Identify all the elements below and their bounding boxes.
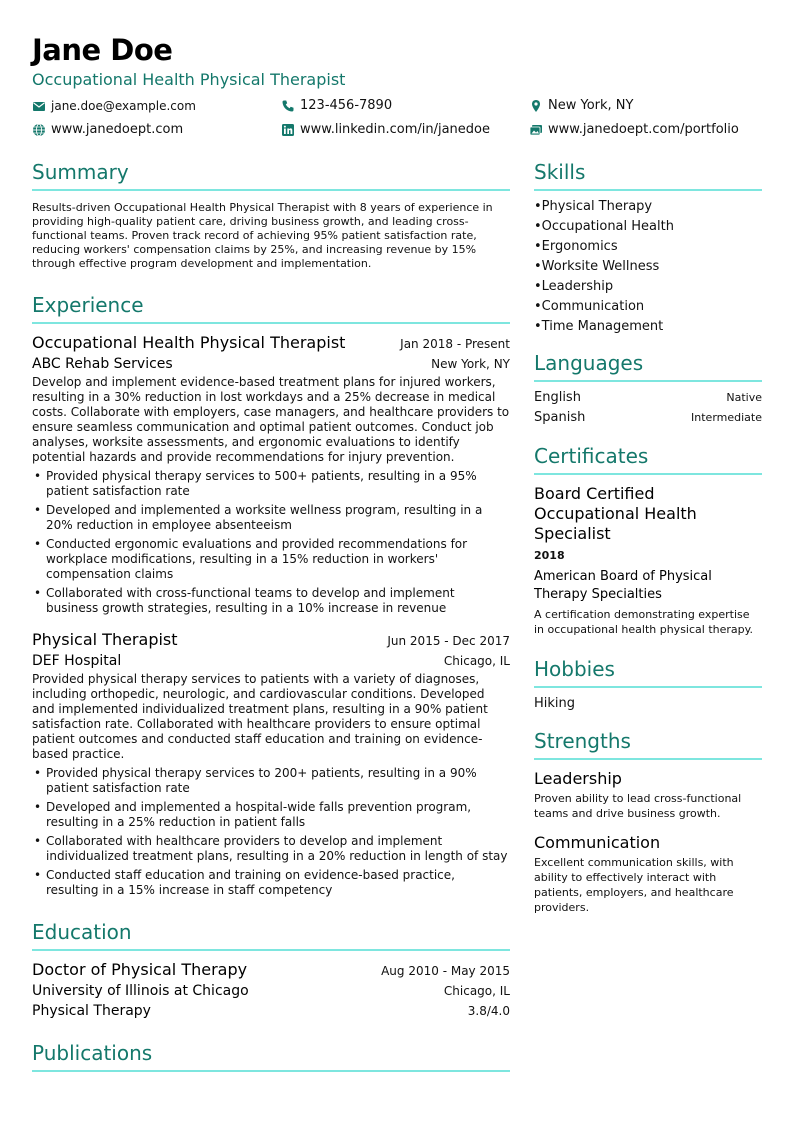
achievement-item: • Conducted staff education and training on evidence-based practice, resulting in a 15% increase in staff competency [32, 868, 510, 898]
job-dates: Jun 2015 - Dec 2017 [387, 634, 510, 648]
certificate-name: Board Certified Occupational Health Specialist [534, 484, 697, 543]
publications-section [32, 1041, 510, 1072]
contact-email[interactable] [32, 99, 196, 113]
skill-item: • Physical Therapy [534, 197, 762, 217]
left-column [32, 160, 510, 1072]
experience-section [32, 293, 510, 898]
field-of-study: Physical Therapy [32, 1003, 151, 1019]
gpa: 3.8/4.0 [467, 1004, 510, 1018]
school-location: Chicago, IL [443, 984, 510, 998]
education-dates: Aug 2010 - May 2015 [381, 964, 510, 978]
job-entry [32, 630, 510, 898]
language-row [534, 408, 762, 428]
contact-phone[interactable] [281, 98, 392, 113]
certificate-issuer: American Board of Physical Therapy Specialties [534, 569, 712, 602]
skill-item: • Worksite Wellness [534, 257, 762, 277]
certificate-description: A certification demonstrating expertise in occupational health physical therapy. [534, 608, 754, 636]
summary-heading: Summary [32, 160, 510, 191]
portfolio-text: www.janedoept.com/portfolio [548, 122, 739, 137]
achievement-item: • Conducted ergonomic evaluations and provided recommendations for workplace modifications, resulting in a 15% reduction in workers' compensation claims [32, 537, 510, 582]
achievement-item: • Developed and implemented a hospital-wide falls prevention program, resulting in a 25% reduction in patient falls [32, 800, 510, 830]
education-section [32, 920, 510, 1019]
degree-name: Doctor of Physical Therapy [32, 960, 248, 979]
education-heading: Education [32, 920, 510, 951]
experience-heading: Experience [32, 293, 510, 324]
job-title: Physical Therapist [32, 630, 178, 649]
strengths-section [534, 729, 762, 915]
map-pin-icon [529, 99, 543, 113]
contact-website[interactable] [32, 122, 183, 137]
strength-item [534, 833, 762, 915]
job-company: ABC Rehab Services [32, 356, 173, 372]
website-text: www.janedoept.com [51, 122, 184, 137]
hobby-item: Hiking [534, 696, 576, 711]
skills-section [534, 160, 762, 337]
language-level: Intermediate [691, 411, 762, 424]
skill-item: • Communication [534, 297, 762, 317]
job-dates: Jan 2018 - Present [400, 337, 510, 351]
summary-section [32, 160, 510, 271]
portfolio-icon [529, 123, 543, 137]
skill-item: • Occupational Health [534, 217, 762, 237]
school-name: University of Illinois at Chicago [32, 983, 249, 999]
email-text: jane.doe@example.com [51, 99, 196, 113]
job-entry [32, 333, 510, 616]
languages-section [534, 351, 762, 428]
contact-portfolio[interactable] [529, 122, 739, 137]
certificates-section [534, 444, 762, 637]
linkedin-text: www.linkedin.com/in/janedoe [300, 122, 490, 137]
skill-item: • Ergonomics [534, 237, 762, 257]
language-row [534, 388, 762, 408]
strength-description: Proven ability to lead cross-functional teams and drive business growth. [534, 792, 742, 820]
job-achievements [32, 766, 510, 898]
achievement-item: • Collaborated with healthcare providers to develop and implement individualized treatment plans, resulting in a 20% reduction in length of stay [32, 834, 510, 864]
achievement-item: • Collaborated with cross-functional teams to develop and implement business growth strategies, resulting in a 10% increase in revenue [32, 586, 510, 616]
location-text: New York, NY [548, 98, 634, 113]
achievement-item: • Developed and implemented a worksite wellness program, resulting in a 20% reduction in employee absenteeism [32, 503, 510, 533]
strengths-heading: Strengths [534, 729, 762, 760]
skill-item: • Leadership [534, 277, 762, 297]
certificate-year: 2018 [534, 549, 565, 562]
skills-list [534, 197, 762, 337]
hobbies-section [534, 657, 762, 711]
skills-heading: Skills [534, 160, 762, 191]
hobbies-heading: Hobbies [534, 657, 762, 688]
publications-heading: Publications [32, 1041, 510, 1072]
skill-item: • Time Management [534, 317, 762, 337]
contact-location [529, 98, 633, 113]
envelope-icon [32, 99, 46, 113]
job-description: Provided physical therapy services to patients with a variety of diagnoses, including orthopedic, neurologic, and cardiovascular conditions. Developed and implemented individualized treatment plans, resulting in a 90% patient satisfaction rate. Collaborated with healthcare providers to ensure optimal patient outcomes and conducted staff education and training on evidence-based practice. [32, 672, 488, 761]
job-location: New York, NY [431, 357, 510, 371]
strength-name: Communication [534, 833, 661, 852]
phone-text: 123-456-7890 [300, 98, 393, 113]
languages-heading: Languages [534, 351, 762, 382]
achievement-item: • Provided physical therapy services to 500+ patients, resulting in a 95% patient satisfaction rate [32, 469, 510, 499]
certificates-heading: Certificates [534, 444, 762, 475]
job-location: Chicago, IL [443, 654, 510, 668]
right-column [534, 160, 762, 915]
job-achievements [32, 469, 510, 616]
summary-text: Results-driven Occupational Health Physical Therapist with 8 years of experience in providing high-quality patient care, driving business growth, and leading cross-functional teams. Proven track record of achieving 95% patient satisfaction rate, reducing workers' compensation claims by 25%, and increasing revenue by 15% through effective program development and implementation. [32, 201, 493, 270]
language-name: Spanish [534, 410, 586, 425]
language-level: Native [726, 391, 762, 404]
language-name: English [534, 390, 581, 405]
strength-description: Excellent communication skills, with ability to effectively interact with patients, employers, and healthcare providers. [534, 856, 734, 914]
candidate-role: Occupational Health Physical Therapist [32, 70, 346, 89]
achievement-item: • Provided physical therapy services to 200+ patients, resulting in a 90% patient satisfaction rate [32, 766, 510, 796]
job-description: Develop and implement evidence-based treatment plans for injured workers, resulting in a 30% reduction in lost workdays and a 25% decrease in medical costs. Collaborate with employers, case managers, and healthcare providers to ensure seamless communication and optimal patient outcomes. Conduct job analyses, worksite assessments, and ergonomic evaluations to identify potential hazards and provide recommendations for injury prevention. [32, 375, 510, 464]
linkedin-icon [281, 123, 295, 137]
strength-name: Leadership [534, 769, 622, 788]
contact-linkedin[interactable] [281, 122, 490, 137]
job-company: DEF Hospital [32, 653, 122, 669]
globe-icon [32, 123, 46, 137]
candidate-name: Jane Doe [32, 33, 173, 67]
phone-icon [281, 99, 295, 113]
strength-item [534, 769, 762, 821]
job-title: Occupational Health Physical Therapist [32, 333, 346, 352]
